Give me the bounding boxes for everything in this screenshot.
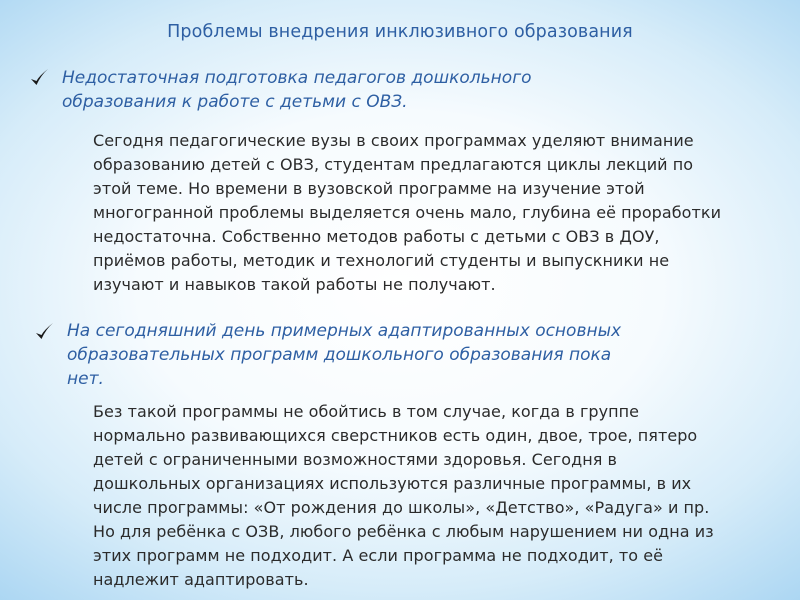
bullet-text-2: [67, 319, 621, 391]
bullet-1-line: Недостаточная подготовка педагогов дошкольного: [62, 68, 532, 88]
paragraph-1-line: недостаточна. Собственно методов работы с детьми с ОВЗ в ДОУ,: [93, 227, 660, 246]
bullet-2-line: На сегодняшний день примерных адаптированных основных: [67, 321, 622, 341]
paragraph-2-line: надлежит адаптировать.: [93, 570, 309, 589]
bullet-text-1: [62, 66, 532, 114]
paragraph-2-line: дошкольных организациях используются различные программы, в их: [93, 474, 692, 493]
paragraph-1-line: приёмов работы, методик и технологий студенты и выпускники не: [93, 251, 670, 270]
paragraph-2-line: Без такой программы не обойтись в том случае, когда в группе: [93, 402, 640, 421]
paragraph-1-line: Сегодня педагогические вузы в своих программах уделяют внимание: [93, 131, 694, 150]
slide-title: Проблемы внедрения инклюзивного образования: [167, 22, 633, 42]
paragraph-2: [93, 400, 714, 592]
paragraph-1-line: этой теме. Но времени в вузовской программе на изучение этой: [93, 179, 645, 198]
checkmark-icon: [28, 67, 50, 89]
paragraph-2-line: нормально развивающихся сверстников есть один, двое, трое, пятеро: [93, 426, 698, 445]
checkmark-icon: [33, 321, 55, 343]
paragraph-1: [93, 129, 721, 297]
paragraph-2-line: этих программ не подходит. А если программа не подходит, то её: [93, 546, 664, 565]
paragraph-1-line: многогранной проблемы выделяется очень мало, глубина её проработки: [93, 203, 722, 222]
bullet-2-line: нет.: [67, 369, 104, 389]
bullet-1-line: образования к работе с детьми с ОВЗ.: [62, 92, 408, 112]
paragraph-1-line: изучают и навыков такой работы не получают.: [93, 275, 496, 294]
paragraph-2-line: детей с ограниченными возможностями здоровья. Сегодня в: [93, 450, 617, 469]
paragraph-2-line: Но для ребёнка с ОЗВ, любого ребёнка с любым нарушением ни одна из: [93, 522, 714, 541]
paragraph-2-line: числе программы: «От рождения до школы», «Детство», «Радуга» и пр.: [93, 498, 710, 517]
paragraph-1-line: образованию детей с ОВЗ, студентам предлагаются циклы лекций по: [93, 155, 694, 174]
bullet-2-line: образовательных программ дошкольного образования пока: [67, 345, 612, 365]
